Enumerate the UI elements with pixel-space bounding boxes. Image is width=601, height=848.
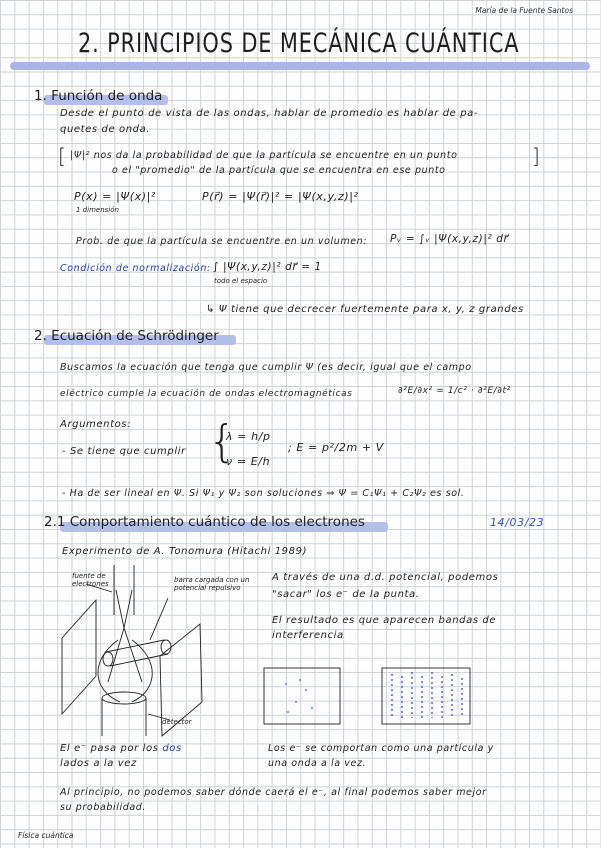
beam-top-cone: [116, 590, 132, 628]
section-1-heading: 1. Función de onda: [34, 88, 163, 104]
normalization-formula: ∫ |Ψ(x,y,z)|² dr⃗ = 1: [213, 261, 322, 273]
relation-debroglie: λ = h/p: [226, 430, 271, 443]
arguments-label: Argumentos:: [60, 419, 132, 430]
wire-end-left: [103, 652, 113, 666]
date-label: 14/03/23: [490, 516, 545, 529]
conclusion-line-1: Al principio, no podemos saber dónde caerá el e⁻, al final podemos saber mejor: [60, 787, 487, 798]
decay-note: ↳ Ψ tiene que decrecer fuertemente para x, y, z grandes: [206, 304, 524, 315]
argument-2: - Ha de ser lineal en Ψ. Si Ψ₁ y Ψ₂ son soluciones ⇒ Ψ = C₁Ψ₁ + C₂Ψ₂ es sol.: [62, 488, 465, 499]
screen-interference: [382, 668, 470, 724]
wave-equation: ∂²E/∂x² = 1/c² · ∂²E/∂t²: [398, 386, 511, 396]
experiment-title: Experimento de A. Tonomura (Hitachi 1989): [62, 546, 308, 557]
author-name: María de la Fuente Santos: [475, 6, 573, 15]
wire-end-right: [161, 640, 171, 654]
label-charged-wire: barra cargada con un potencial repulsivo: [174, 576, 250, 592]
normalization-note: todo el espacio: [214, 277, 268, 285]
s1-line-1: Desde el punto de vista de las ondas, hablar de promedio es hablar de pa-: [60, 108, 479, 119]
relation-planck: ν = E/h: [226, 455, 271, 468]
footer-label: Física cuántica: [18, 831, 74, 840]
box-line-2: o el "promedio" de la partícula que se encuentra en ese punto: [112, 165, 446, 176]
right-bracket: ]: [532, 144, 541, 168]
system-brace: {: [208, 416, 237, 467]
explain-line-4: interferencia: [272, 630, 344, 641]
box-line-1: |Ψ|² nos da la probabilidad de que la partícula se encuentre en un punto: [70, 150, 458, 161]
interference-bands: [392, 672, 462, 720]
s2-line-1: Buscamos la ecuación que tenga que cumplir Ψ (es decir, igual que el campo: [60, 362, 472, 373]
caption-right-1: Los e⁻ se comportan como una partícula y: [268, 743, 494, 754]
s2-line-2: eléctrico cumple la ecuación de ondas electromagnéticas: [60, 389, 353, 399]
left-bracket: [: [58, 144, 67, 168]
caption-left-1a: El e⁻ pasa por los: [60, 743, 159, 754]
explain-line-2: "sacar" los e⁻ de la punta.: [272, 589, 420, 600]
formula-1d: P(x) = |Ψ(x)|²: [74, 190, 156, 203]
formula-1d-note: 1 dimensión: [76, 206, 119, 214]
section-2-heading: 2. Ecuación de Schrödinger: [34, 328, 219, 344]
prob-volume-text: Prob. de que la partícula se encuentre en un volumen:: [76, 236, 368, 247]
wire-pointer: [150, 598, 168, 640]
screen-particles: [264, 668, 340, 724]
page-title: 2. PRINCIPIOS DE MECÁNICA CUÁNTICA: [78, 28, 520, 59]
explain-line-3: El resultado es que aparecen bandas de: [272, 615, 497, 626]
explain-line-1: A través de una d.d. potencial, podemos: [272, 572, 499, 583]
left-plane: [62, 600, 96, 714]
caption-right-2: una onda a la vez.: [268, 758, 367, 769]
caption-left-both: dos: [162, 743, 182, 754]
label-detector: detector: [162, 718, 192, 726]
caption-left-2: lados a la vez: [60, 758, 137, 769]
conclusion-line-2: su probabilidad.: [60, 802, 147, 813]
formula-3d: P(r⃗) = |Ψ(r⃗)|² = |Ψ(x,y,z)|²: [202, 190, 359, 203]
s1-line-2: quetes de onda.: [60, 124, 151, 135]
beam-bottom-cone: [108, 628, 142, 682]
argument-1: - Se tiene que cumplir: [62, 446, 186, 457]
caption-left-1: [60, 743, 182, 754]
energy-relation: ; E = p²/2m + V: [288, 441, 384, 454]
section-2-1-heading: 2.1 Comportamiento cuántico de los electrones: [44, 514, 365, 530]
label-electron-source: fuente de electrones: [72, 572, 109, 588]
prob-volume-formula: Pᵥ = ∫ᵥ |Ψ(x,y,z)|² dr⃗: [390, 233, 509, 245]
normalization-label: Condición de normalización:: [60, 263, 211, 274]
